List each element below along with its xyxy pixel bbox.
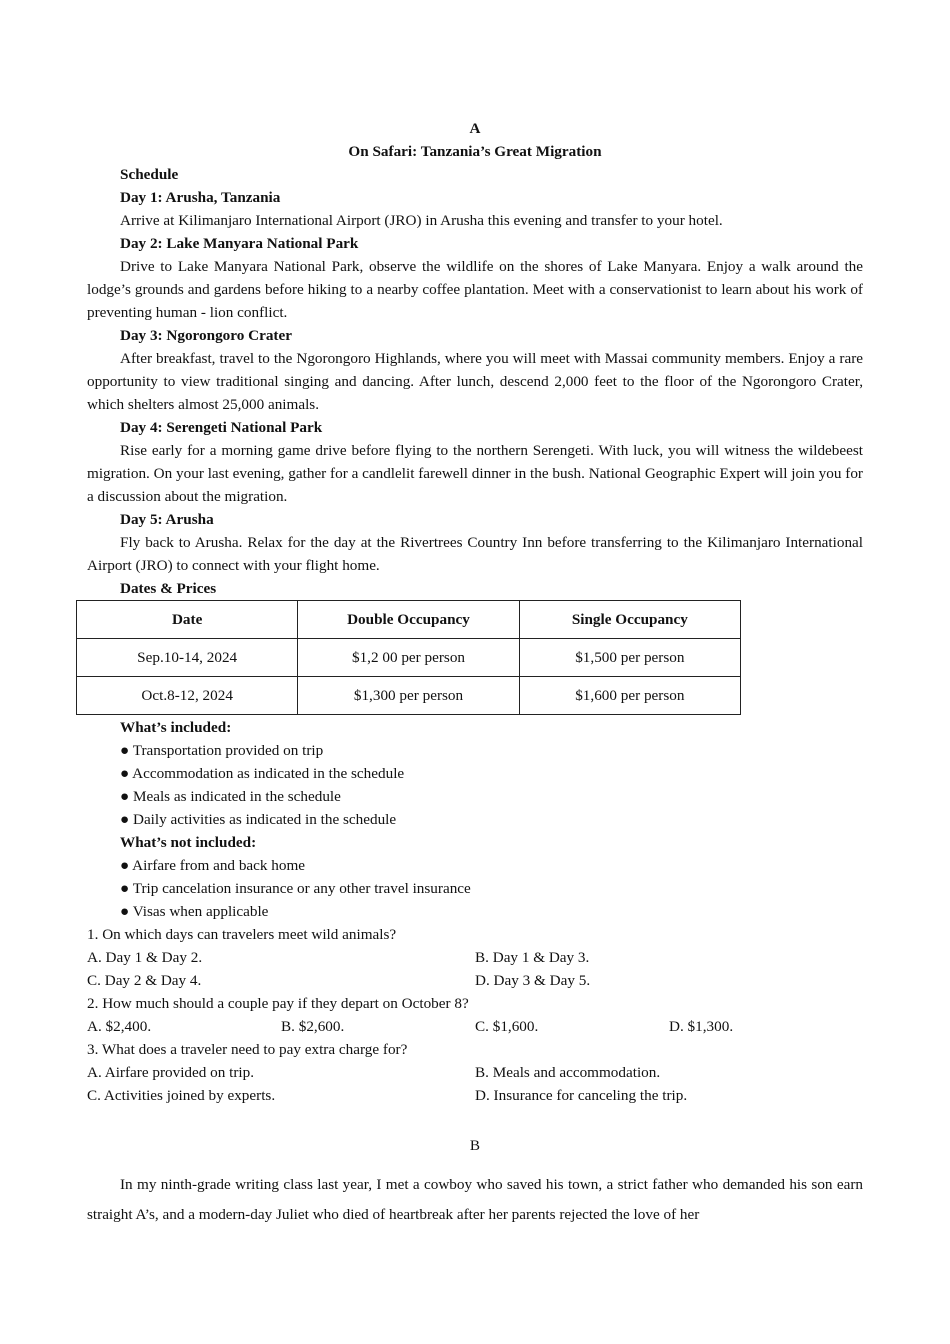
table-cell: $1,2 00 per person: [298, 639, 519, 677]
question-3: 3. What does a traveler need to pay extra charge for?: [87, 1041, 408, 1058]
day-heading: Day 1: Arusha, Tanzania: [120, 189, 281, 206]
passage-title: On Safari: Tanzania’s Great Migration: [348, 143, 602, 160]
section-letter-b: B: [469, 1137, 481, 1154]
question-2-options: [87, 1015, 863, 1038]
option-d: D. Day 3 & Day 5.: [475, 972, 591, 989]
prices-heading: Dates & Prices: [120, 580, 217, 597]
day-text: After breakfast, travel to the Ngorongoro Highlands, where you will meet with Massai community members. Enjoy a rare opportunity to view traditional singing and dancing. After lunch, descend 2,000 feet to the floor of the Ngorongoro Crater, which shelters almost 25,000 animals.: [87, 350, 863, 413]
day-heading: Day 4: Serengeti National Park: [120, 419, 323, 436]
list-item: ● Trip cancelation insurance or any other travel insurance: [120, 880, 471, 897]
option-c: C. $1,600.: [475, 1018, 539, 1035]
option-b: B. $2,600.: [281, 1018, 345, 1035]
day-heading: Day 2: Lake Manyara National Park: [120, 235, 359, 252]
table-cell: Sep.10-14, 2024: [77, 639, 298, 677]
option-d: D. $1,300.: [669, 1018, 734, 1035]
passage-b-text: In my ninth-grade writing class last year, I met a cowboy who saved his town, a strict father who demanded his son earn straight A’s, and a modern-day Juliet who died of heartbreak after her parents rejected the love of her: [87, 1176, 863, 1223]
table-row: [77, 677, 741, 715]
list-item: ● Meals as indicated in the schedule: [120, 788, 341, 805]
table-row: [77, 639, 741, 677]
prices-table: [76, 600, 741, 715]
list-item: ● Transportation provided on trip: [120, 742, 324, 759]
table-cell: $1,500 per person: [519, 639, 740, 677]
question-2: 2. How much should a couple pay if they depart on October 8?: [87, 995, 469, 1012]
option-d: D. Insurance for canceling the trip.: [475, 1087, 688, 1104]
day-text: Arrive at Kilimanjaro International Airport (JRO) in Arusha this evening and transfer to your hotel.: [120, 212, 723, 229]
table-header-row: [77, 601, 741, 639]
option-a: A. Airfare provided on trip.: [87, 1064, 255, 1081]
day-heading: Day 3: Ngorongoro Crater: [120, 327, 292, 344]
day-heading: Day 5: Arusha: [120, 511, 214, 528]
question-3-options: [87, 1084, 863, 1107]
option-b: B. Day 1 & Day 3.: [475, 949, 590, 966]
list-item: ● Visas when applicable: [120, 903, 269, 920]
table-header-cell: Date: [77, 601, 298, 639]
table-header-cell: Double Occupancy: [298, 601, 519, 639]
option-c: C. Day 2 & Day 4.: [87, 972, 202, 989]
day-text: Rise early for a morning game drive before flying to the northern Serengeti. With luck, you will witness the wildebeest migration. On your last evening, gather for a candlelit farewell dinner in the bush. National Geographic Expert will join you for a discussion about the migration.: [87, 442, 863, 505]
table-header-cell: Single Occupancy: [519, 601, 740, 639]
schedule-heading: Schedule: [120, 166, 179, 183]
list-item: ● Daily activities as indicated in the schedule: [120, 811, 397, 828]
question-3-options: [87, 1061, 863, 1084]
question-1-options: [87, 969, 863, 992]
day-text: Fly back to Arusha. Relax for the day at the Rivertrees Country Inn before transferring to the Kilimanjaro International Airport (JRO) to connect with your flight home.: [87, 534, 863, 574]
table-cell: Oct.8-12, 2024: [77, 677, 298, 715]
section-letter-a: A: [469, 120, 481, 137]
included-heading: What’s included:: [120, 719, 232, 736]
day-text: Drive to Lake Manyara National Park, observe the wildlife on the shores of Lake Manyara. Enjoy a walk around the lodge’s grounds and gardens before hiking to a nearby coffee plantation. Meet with a conservationist to learn about his work of preventing human - lion conflict.: [87, 258, 863, 321]
option-b: B. Meals and accommodation.: [475, 1064, 661, 1081]
option-c: C. Activities joined by experts.: [87, 1087, 276, 1104]
document-page: [87, 117, 863, 1230]
table-cell: $1,600 per person: [519, 677, 740, 715]
question-1: 1. On which days can travelers meet wild animals?: [87, 926, 397, 943]
list-item: ● Airfare from and back home: [120, 857, 306, 874]
question-1-options: [87, 946, 863, 969]
table-cell: $1,300 per person: [298, 677, 519, 715]
list-item: ● Accommodation as indicated in the schedule: [120, 765, 405, 782]
option-a: A. Day 1 & Day 2.: [87, 949, 203, 966]
option-a: A. $2,400.: [87, 1018, 152, 1035]
not-included-heading: What’s not included:: [120, 834, 257, 851]
